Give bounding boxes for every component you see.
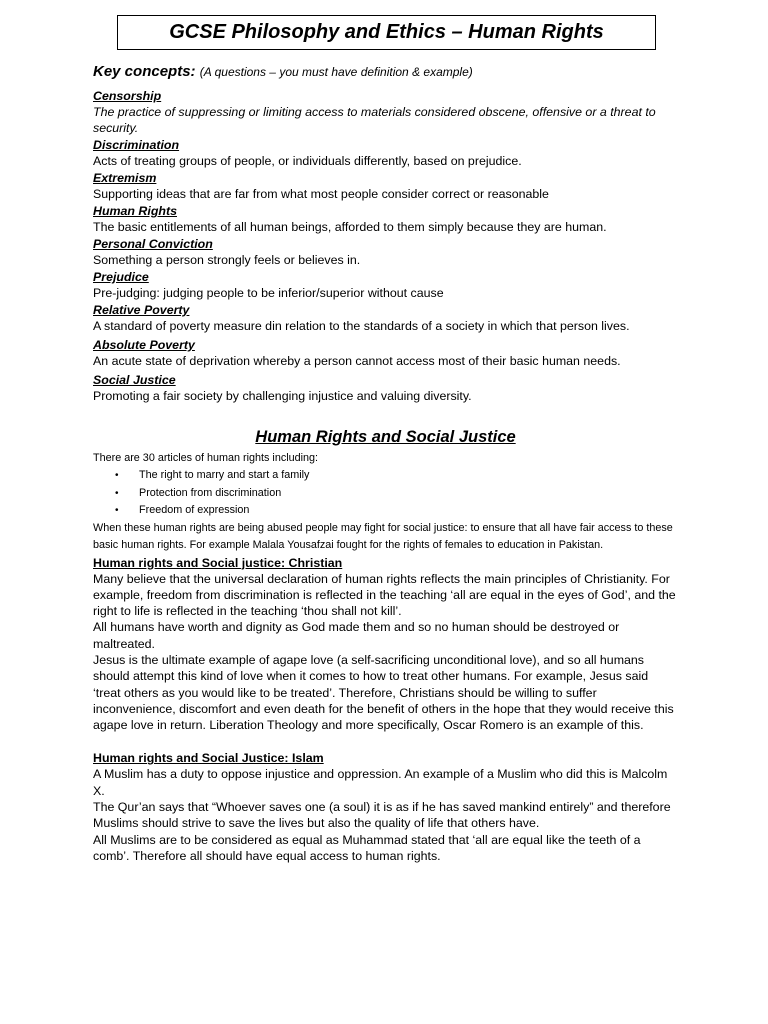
term-definition: Promoting a fair society by challenging injustice and valuing diversity. [93,389,472,403]
term-entry-prejudice [93,269,678,301]
islam-paragraph: The Qur’an says that “Whoever saves one (a soul) it is as if he has saved mankind entirely” and therefore Muslims should strive to save the lives but also the quality of life that others have. [93,800,671,831]
term-entry-relative-poverty [93,302,678,334]
term-entry-personal-conviction [93,236,678,268]
list-item-text: Freedom of expression [139,504,250,516]
term-label: Absolute Poverty [93,338,195,352]
islam-paragraph: A Muslim has a duty to oppose injustice and oppression. An example of a Muslim who did this is Malcolm X. [93,767,668,798]
list-item [115,467,678,485]
term-entry-absolute-poverty [93,337,678,369]
islam-heading: Human rights and Social Justice: Islam [93,751,324,766]
term-definition: Something a person strongly feels or believes in. [93,253,361,267]
term-entry-human-rights [93,203,678,235]
section-intro: There are 30 articles of human rights including: [93,452,319,464]
christian-paragraph: All humans have worth and dignity as God made them and so no human should be destroyed or maltreated. [93,620,620,651]
term-entry-censorship [93,88,678,136]
spacer [93,733,678,749]
list-item-text: The right to marry and start a family [139,469,310,481]
key-concepts-heading: Key concepts: [93,63,196,80]
term-definition: An acute state of deprivation whereby a person cannot access most of their basic human needs. [93,354,621,368]
rights-list [93,467,678,520]
term-label: Discrimination [93,138,180,152]
christian-paragraph: Many believe that the universal declaration of human rights reflects the main principles of Christianity. For example, freedom from discrimination is reflected in the teaching ‘all are equal in the eyes of God’, and the right to life is reflected in the teaching ‘thou shall not kill’. [93,571,676,619]
term-definition: The basic entitlements of all human beings, afforded to them simply because they are human. [93,220,607,234]
document-body [93,62,678,864]
term-definition: A standard of poverty measure din relation to the standards of a society in which that person lives. [93,319,630,333]
term-label: Human Rights [93,204,177,218]
term-label: Social Justice [93,373,176,387]
list-item [115,502,678,520]
term-definition: The practice of suppressing or limiting access to materials considered obscene, offensive or a threat to security. [93,105,656,135]
bullet-icon: • [115,487,119,499]
bullet-icon: • [115,470,119,481]
term-label: Censorship [93,89,162,103]
islam-paragraph: All Muslims are to be considered as equal as Muhammad stated that ‘all are equal like the teeth of a comb’. Therefore all should have equal access to human rights. [93,832,641,863]
term-definition: Acts of treating groups of people, or individuals differently, based on prejudice. [93,154,522,168]
list-item [115,485,678,503]
term-definition: Supporting ideas that are far from what most people consider correct or reasonable [93,187,549,201]
page-title: GCSE Philosophy and Ethics – Human Rights [117,15,656,50]
term-entry-social-justice [93,372,678,404]
term-definition: Pre-judging: judging people to be inferior/superior without cause [93,286,444,300]
christian-paragraph: Jesus is the ultimate example of agape love (a self-sacrificing unconditional love), and so all humans should attempt this kind of love when it comes to how to treat other humans. For example, Jesus said ‘treat others as you would like to be treated’. Therefore, Christians should be willing to suffer inconvenience, discomfort and even death for the benefit of others in the hope that they would receive this agape love in return. Liberation Theology and more specifically, Oscar Romero is an example of this. [93,652,674,733]
term-label: Personal Conviction [93,237,213,251]
key-terms-list [93,88,678,404]
term-entry-extremism [93,170,678,202]
section-title: Human Rights and Social Justice [255,428,516,446]
term-label: Relative Poverty [93,303,190,317]
term-label: Extremism [93,171,157,185]
key-concepts-note: (A questions – you must have definition & example) [199,65,473,79]
christian-heading: Human rights and Social justice: Christian [93,555,343,570]
section-summary: When these human rights are being abused people may fight for social justice: to ensure that all have fair access to these basic human rights. For example Malala Yousafzai fought for the rights of females to education in Pakistan. [93,521,673,551]
key-concepts-header [93,62,678,82]
list-item-text: Protection from discrimination [139,486,282,499]
term-entry-discrimination [93,137,678,169]
bullet-icon: • [115,505,119,516]
term-label: Prejudice [93,270,149,284]
